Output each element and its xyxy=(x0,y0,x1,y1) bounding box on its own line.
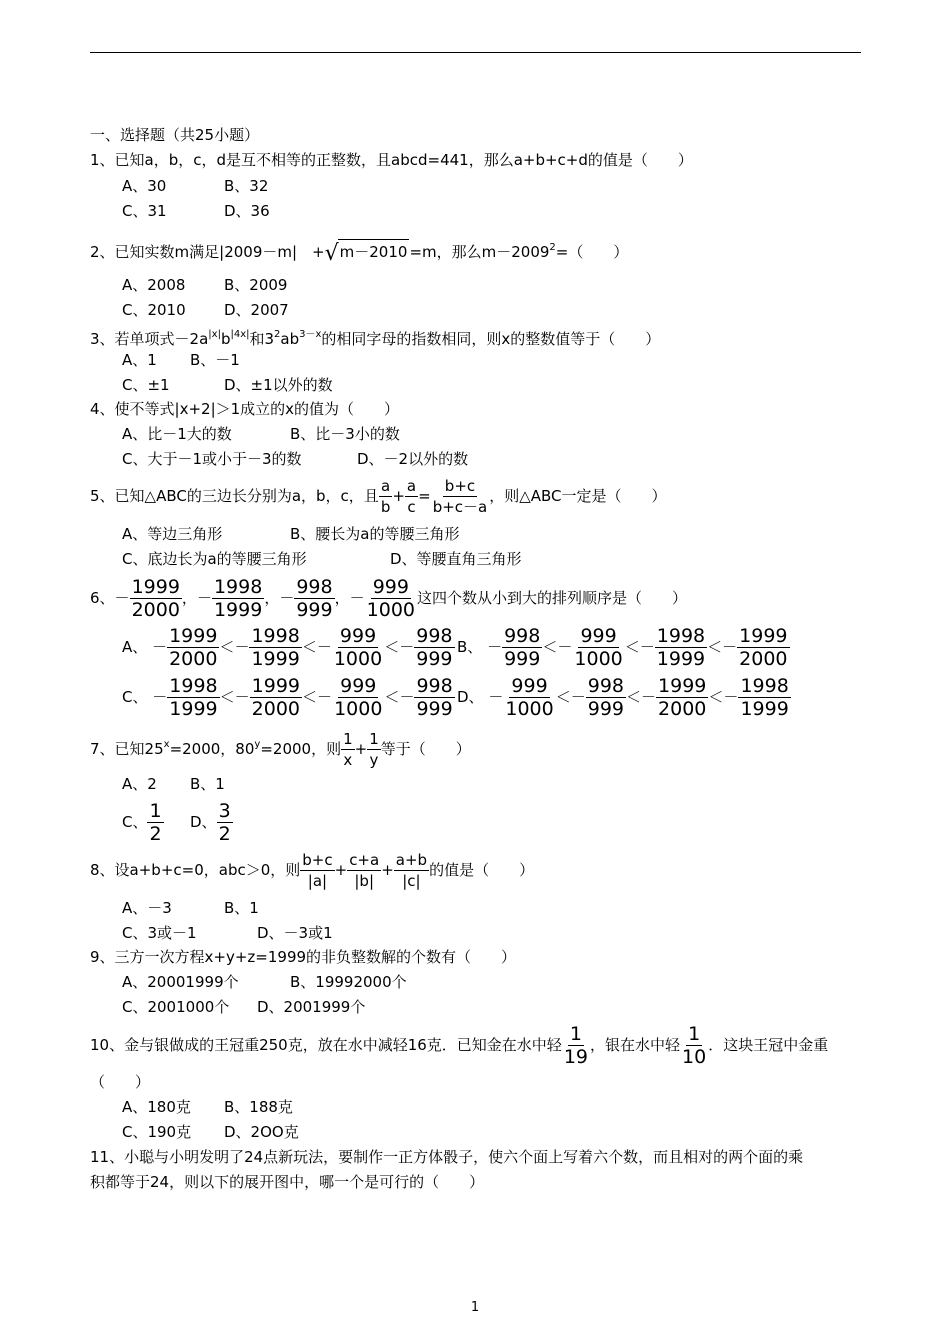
q6-minus: － xyxy=(234,638,250,656)
q5-pre: 5、已知△ABC的三边长分别为a，b，c，且 xyxy=(90,487,379,505)
q6-option-d-label: D、 xyxy=(457,688,484,706)
q2-option-c[interactable]: C、2010 xyxy=(122,301,186,319)
q8-frac-2 xyxy=(347,850,381,891)
q2-post: =m，那么m－2009 xyxy=(409,243,550,261)
q6-option-d[interactable] xyxy=(457,674,791,720)
q9-option-a[interactable]: A、20001999个 xyxy=(122,973,239,991)
q10-post: ．这块王冠中金重 xyxy=(708,1036,829,1054)
q8-option-d[interactable]: D、－3或1 xyxy=(257,924,333,942)
q6-number-3-num: 998 xyxy=(296,576,333,598)
q6-option-b-frac-2-num: 999 xyxy=(580,625,617,647)
q10-option-b[interactable]: B、188克 xyxy=(224,1098,293,1116)
q6-stem xyxy=(90,575,687,621)
q4-option-d[interactable]: D、－2以外的数 xyxy=(357,450,469,468)
q3-option-d[interactable]: D、±1以外的数 xyxy=(224,376,333,394)
q4-option-a[interactable]: A、比－1大的数 xyxy=(122,425,232,443)
q6-option-c-frac-2-den: 2000 xyxy=(251,698,301,720)
q6-option-a[interactable] xyxy=(122,624,455,670)
q10-frac-1-den: 19 xyxy=(563,1046,588,1068)
q6-option-d-frac-3-num: 1999 xyxy=(658,675,707,697)
q10-frac-2-den: 10 xyxy=(682,1046,707,1068)
q6-option-b-frac-3 xyxy=(655,625,707,670)
q5-frac-2-den: c xyxy=(407,498,416,516)
q10-line2: （ ） xyxy=(90,1073,151,1091)
q7-frac-1-num: 1 xyxy=(343,730,353,748)
q3-text-5: 的相同字母的指数相同，则x的整数值等于（ ） xyxy=(321,330,661,348)
q7-mid: =2000，80 xyxy=(169,740,255,758)
less-than-sign: ＜ xyxy=(219,638,235,656)
q3-exp-1: |x| xyxy=(208,329,221,340)
q9-option-d[interactable]: D、2001999个 xyxy=(257,998,366,1016)
q6-minus: － xyxy=(399,638,415,656)
q6-minus: － xyxy=(570,688,586,706)
q6-option-a-frac-2 xyxy=(249,625,301,670)
q7-option-c[interactable] xyxy=(122,800,164,845)
q8-frac-1-den: |a| xyxy=(307,872,328,890)
q6-number-3 xyxy=(294,576,334,621)
q4-stem: 4、使不等式|x+2|＞1成立的x的值为（ ） xyxy=(90,400,400,418)
q11-line1: 11、小聪与小明发明了24点新玩法，要制作一正方体骰子，使六个面上写着六个数，而且相对的两个面的乘 xyxy=(90,1148,804,1166)
q6-option-b[interactable] xyxy=(457,624,790,670)
q6-option-c-frac-4-num: 998 xyxy=(416,675,453,697)
q6-option-a-label: A、 xyxy=(122,638,148,656)
less-than-sign: ＜ xyxy=(301,638,317,656)
q6-number-3-den: 999 xyxy=(296,599,333,621)
q6-label: 6、 xyxy=(90,589,115,607)
q10-option-c[interactable]: C、190克 xyxy=(122,1123,192,1141)
q10-option-d[interactable]: D、2OO克 xyxy=(224,1123,299,1141)
less-than-sign: ＜ xyxy=(707,638,723,656)
q2-option-b[interactable]: B、2009 xyxy=(224,276,288,294)
q3-exp-2: |4x| xyxy=(230,329,250,340)
q6-option-d-expr xyxy=(488,675,790,720)
q5-frac-3 xyxy=(431,476,490,517)
q3-text-3: 和3 xyxy=(249,330,275,348)
q5-frac-3-den: b+c－a xyxy=(432,498,488,516)
q6-option-c-label: C、 xyxy=(122,688,148,706)
q6-minus: － xyxy=(152,638,168,656)
q5-option-b[interactable]: B、腰长为a的等腰三角形 xyxy=(290,525,460,543)
page-number: 1 xyxy=(470,1300,480,1315)
q8-frac-3-den: |c| xyxy=(402,872,421,890)
less-than-sign: ＜ xyxy=(384,688,400,706)
q10-option-a[interactable]: A、180克 xyxy=(122,1098,191,1116)
q6-option-d-frac-3 xyxy=(656,675,708,720)
q7-post: 等于（ ） xyxy=(380,740,471,758)
q6-option-b-frac-1-num: 998 xyxy=(504,625,541,647)
q4-option-b[interactable]: B、比－3小的数 xyxy=(290,425,400,443)
q6-minus: － xyxy=(487,638,503,656)
q10-frac-2 xyxy=(680,1023,708,1068)
less-than-sign: ＜ xyxy=(302,688,318,706)
q6-option-d-frac-3-den: 2000 xyxy=(658,698,707,720)
q6-option-a-frac-1 xyxy=(167,625,219,670)
q1-option-b[interactable]: B、32 xyxy=(224,177,269,195)
q6-option-a-frac-4-num: 998 xyxy=(416,625,453,647)
q5-eq: = xyxy=(418,487,431,505)
q3-text-2: b xyxy=(220,330,231,348)
q5-option-d[interactable]: D、等腰直角三角形 xyxy=(390,550,522,568)
q8-frac-2-num: c+a xyxy=(349,851,380,869)
q6-option-b-expr xyxy=(487,625,789,670)
q10-mid: ，银在水中轻 xyxy=(590,1036,681,1054)
q4-option-c[interactable]: C、大于－1或小于－3的数 xyxy=(122,450,302,468)
q7-mid2: =2000，则 xyxy=(260,740,342,758)
q5-option-c[interactable]: C、底边长为a的等腰三角形 xyxy=(122,550,307,568)
q8-option-c[interactable]: C、3或－1 xyxy=(122,924,197,942)
q3-text-4: ab xyxy=(280,330,300,348)
q3-exp-3: 2 xyxy=(274,329,281,340)
q6-option-d-frac-1 xyxy=(503,675,555,720)
q6-number-1 xyxy=(130,576,182,621)
less-than-sign: ＜ xyxy=(384,638,400,656)
q1-option-d[interactable]: D、36 xyxy=(224,202,270,220)
q6-option-d-frac-2 xyxy=(586,675,626,720)
q6-option-c-expr xyxy=(152,675,454,720)
q7-option-c-num: 1 xyxy=(149,800,162,822)
q6-minus: － xyxy=(279,589,295,607)
q9-option-c[interactable]: C、2001000个 xyxy=(122,998,230,1016)
q8-frac-1 xyxy=(300,850,334,891)
q6-option-a-frac-2-den: 1999 xyxy=(251,648,300,670)
q7-option-c-label: C、 xyxy=(122,813,148,831)
q6-option-b-frac-3-num: 1998 xyxy=(656,625,706,647)
q2-stem xyxy=(90,236,628,266)
q5-plus: + xyxy=(392,487,405,505)
q7-frac-2-num: 1 xyxy=(369,730,379,748)
q6-option-a-frac-4-den: 999 xyxy=(416,648,453,670)
q6-number-4-den: 1000 xyxy=(366,599,415,621)
q6-number-4 xyxy=(365,576,417,621)
q6-comma: ， xyxy=(334,589,350,607)
q7-option-c-den: 2 xyxy=(149,823,162,845)
q6-minus: － xyxy=(723,688,739,706)
q7-exp-1: x xyxy=(163,739,170,750)
q3-exp-4: 3－x xyxy=(299,329,322,340)
q6-option-c-frac-3-den: 1000 xyxy=(334,698,383,720)
q7-stem: 7、已知$25^x=2000$，$80^y=2000$，则 $\frac{1}{x}$ + $\frac{1}{y}$ 等于（ ） xyxy=(90,730,471,769)
q11-line2: 积都等于24，则以下的展开图中，哪一个是可行的（ ） xyxy=(90,1173,485,1191)
q6-option-d-frac-1-num: 999 xyxy=(511,675,548,697)
q6-number-2-den: 1999 xyxy=(213,599,263,621)
q5-frac-3-num: b+c xyxy=(444,477,476,495)
q6-option-a-frac-1-num: 1999 xyxy=(169,625,218,647)
q6-post: 这四个数从小到大的排列顺序是（ ） xyxy=(417,589,688,607)
q6-option-a-frac-3-num: 999 xyxy=(339,625,377,647)
less-than-sign: ＜ xyxy=(708,688,724,706)
q6-minus: － xyxy=(399,688,415,706)
section-title: 一、选择题（共25小题） xyxy=(90,126,260,144)
q7-exp-2: y xyxy=(254,739,261,750)
q10-frac-1-num: 1 xyxy=(569,1023,582,1045)
q8-pre: 8、设a+b+c=0，abc＞0，则 xyxy=(90,861,301,879)
q6-option-a-frac-2-num: 1998 xyxy=(251,625,300,647)
q10-pre: 10、金与银做成的王冠重250克，放在水中减轻16克．已知金在水中轻 xyxy=(90,1036,562,1054)
header-rule xyxy=(90,52,861,53)
q6-option-d-frac-2-num: 998 xyxy=(587,675,625,697)
q2-radicand: m－2010 xyxy=(338,239,410,264)
q8-post: 的值是（ ） xyxy=(429,861,535,879)
q6-minus: － xyxy=(641,688,657,706)
q5-frac-1 xyxy=(379,476,393,517)
q6-option-d-frac-4-den: 1999 xyxy=(740,698,789,720)
q5-option-a[interactable]: A、等边三角形 xyxy=(122,525,223,543)
q7-frac-1 xyxy=(341,729,355,770)
q6-option-c-frac-3 xyxy=(332,675,384,720)
q6-option-c-frac-2 xyxy=(250,675,302,720)
q8-option-b[interactable]: B、1 xyxy=(224,899,259,917)
q6-option-d-frac-4 xyxy=(738,675,790,720)
q9-option-b[interactable]: B、19992000个 xyxy=(290,973,407,991)
q6-option-c-frac-3-num: 999 xyxy=(340,675,377,697)
q8-frac-2-den: |b| xyxy=(354,872,375,890)
q6-option-c-frac-1-den: 1999 xyxy=(169,698,218,720)
q8-stem: 8、设a+b+c=0，abc＞0，则 $\frac{b+c}{|a|}$ + $\frac{c+a}{|b|}$ + $\frac{a+b}{|c|}$ 的值是（ ） xyxy=(90,851,535,890)
q6-minus: － xyxy=(488,688,504,706)
less-than-sign: ＜ xyxy=(219,688,235,706)
q9-stem: 9、三方一次方程x+y+z=1999的非负整数解的个数有（ ） xyxy=(90,948,517,966)
q8-frac-3-num: a+b xyxy=(395,851,428,869)
q3-option-c[interactable]: C、±1 xyxy=(122,376,170,394)
q6-minus: － xyxy=(317,688,333,706)
q6-minus: － xyxy=(316,638,332,656)
q6-option-c-frac-2-num: 1999 xyxy=(251,675,301,697)
less-than-sign: ＜ xyxy=(626,688,642,706)
q1-option-c[interactable]: C、31 xyxy=(122,202,167,220)
q5-frac-1-num: a xyxy=(380,477,391,495)
q6-minus: － xyxy=(349,589,365,607)
q7-option-c-frac xyxy=(147,800,163,845)
q6-option-a-expr xyxy=(152,625,454,670)
q6-minus: － xyxy=(722,638,738,656)
q6-option-b-frac-1 xyxy=(502,625,542,670)
less-than-sign: ＜ xyxy=(542,638,558,656)
q6-number-1-den: 2000 xyxy=(131,599,180,621)
q7-option-d-den: 2 xyxy=(218,823,231,845)
q6-option-c-frac-4-den: 999 xyxy=(416,698,453,720)
q5-stem xyxy=(90,475,667,517)
q7-option-a[interactable]: A、2 xyxy=(122,775,157,793)
q7-pre: 7、已知25 xyxy=(90,740,164,758)
q7-option-b[interactable]: B、1 xyxy=(190,775,225,793)
q6-option-a-frac-3 xyxy=(332,625,384,670)
q5-post: ，则△ABC一定是（ ） xyxy=(489,487,667,505)
q6-option-b-label: B、 xyxy=(457,638,483,656)
q7-frac-2 xyxy=(367,729,381,770)
q6-minus: － xyxy=(196,589,212,607)
q6-minus: － xyxy=(557,638,573,656)
q6-option-b-frac-4 xyxy=(737,625,789,670)
q10-frac-2-num: 1 xyxy=(688,1023,701,1045)
q6-option-b-frac-4-num: 1999 xyxy=(739,625,788,647)
q6-option-b-frac-2-den: 1000 xyxy=(574,648,623,670)
q6-minus: － xyxy=(152,688,168,706)
q10-frac-1 xyxy=(562,1023,590,1068)
q6-option-c-frac-1-num: 1998 xyxy=(169,675,218,697)
q6-option-a-frac-4 xyxy=(414,625,454,670)
q6-option-d-frac-1-den: 1000 xyxy=(505,698,554,720)
q7-option-d-label: D、 xyxy=(190,813,217,831)
q6-option-b-frac-2 xyxy=(572,625,624,670)
q3-option-a[interactable]: A、1 xyxy=(122,351,157,369)
q6-number-2-num: 1998 xyxy=(213,576,263,598)
q8-option-a[interactable]: A、－3 xyxy=(122,899,172,917)
q8-frac-3 xyxy=(394,850,429,891)
q7-option-d-num: 3 xyxy=(218,800,231,822)
less-than-sign: ＜ xyxy=(555,688,571,706)
q10-stem xyxy=(90,1022,828,1068)
q6-number-2 xyxy=(212,576,264,621)
q2-option-a[interactable]: A、2008 xyxy=(122,276,186,294)
q3-stem xyxy=(90,325,660,349)
q6-minus: － xyxy=(114,589,130,607)
q6-minus: － xyxy=(234,688,250,706)
q6-number-1-num: 1999 xyxy=(131,576,180,598)
q3-text-1: 3、若单项式－2a xyxy=(90,330,209,348)
q5-frac-2-num: a xyxy=(406,477,417,495)
q6-numbers xyxy=(114,576,417,621)
q7-frac-1-den: x xyxy=(343,751,353,769)
q1-option-a[interactable]: A、30 xyxy=(122,177,167,195)
q6-option-b-frac-1-den: 999 xyxy=(504,648,541,670)
q6-option-b-frac-4-den: 2000 xyxy=(739,648,788,670)
q6-number-4-num: 999 xyxy=(372,576,409,598)
q6-option-d-frac-4-num: 1998 xyxy=(740,675,789,697)
q7-option-d[interactable] xyxy=(190,800,233,845)
less-than-sign: ＜ xyxy=(624,638,640,656)
q5-frac-1-den: b xyxy=(380,498,391,516)
q5-frac-2 xyxy=(405,476,418,517)
q2-tail: =（ ） xyxy=(555,243,629,261)
sqrt-icon: √ xyxy=(324,241,339,266)
q6-option-b-frac-3-den: 1999 xyxy=(656,648,706,670)
q2-pre: 2、已知实数m满足|2009－m| + xyxy=(90,243,325,261)
q2-exp: 2 xyxy=(549,242,556,253)
q3-option-b[interactable]: B、－1 xyxy=(190,351,240,369)
q8-frac-1-num: b+c xyxy=(302,851,333,869)
q1-stem: 1、已知a，b，c，d是互不相等的正整数，且abcd=441，那么a+b+c+d的值是（ ） xyxy=(90,151,693,169)
q6-option-c-frac-1 xyxy=(167,675,219,720)
q6-option-d-frac-2-den: 999 xyxy=(587,698,625,720)
q6-option-a-frac-1-den: 2000 xyxy=(169,648,218,670)
q6-comma: ， xyxy=(181,589,197,607)
q6-option-a-frac-3-den: 1000 xyxy=(333,648,383,670)
q2-option-d[interactable]: D、2007 xyxy=(224,301,289,319)
q7-option-d-frac xyxy=(217,800,233,845)
q6-option-c-frac-4 xyxy=(414,675,454,720)
q6-option-c[interactable] xyxy=(122,674,455,720)
q7-frac-2-den: y xyxy=(369,751,379,769)
q6-comma: ， xyxy=(264,589,280,607)
q6-minus: － xyxy=(639,638,655,656)
